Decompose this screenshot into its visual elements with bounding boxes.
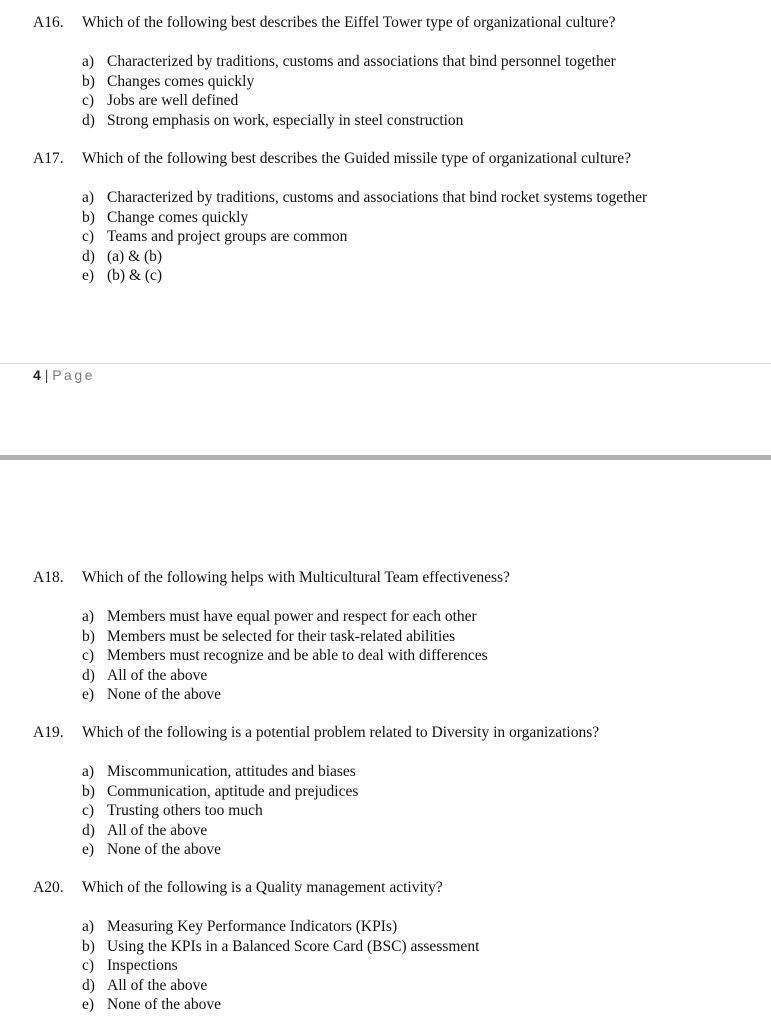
option-b: b) Change comes quickly [82, 208, 249, 226]
option-e: e) None of the above [82, 996, 222, 1013]
option-d: d) All of the above [82, 976, 208, 994]
option-c: c) Teams and project groups are common [82, 228, 348, 245]
option-a: a) Miscommunication, attitudes and biases [82, 763, 356, 780]
options-list [82, 52, 616, 130]
options-list [82, 762, 358, 860]
option-b: b) Communication, aptitude and prejudices [82, 782, 359, 800]
question-text: Which of the following helps with Multicultural Team effectiveness? [82, 569, 510, 586]
option-a: a) Measuring Key Performance Indicators (KPIs) [82, 918, 398, 935]
option-a: a) Characterized by traditions, customs and associations that bind personnel together [82, 53, 616, 70]
page-break-divider [0, 455, 771, 460]
option-b: b) Changes comes quickly [82, 72, 255, 90]
option-c: c) Jobs are well defined [82, 92, 239, 109]
page-label: Page [52, 367, 95, 383]
page-number: 4 [33, 367, 41, 383]
question-text: Which of the following is a potential problem related to Diversity in organizations? [82, 724, 600, 741]
footer-divider [0, 363, 771, 364]
option-e: e) (b) & (c) [82, 267, 163, 284]
option-b: b) Members must be selected for their task-related abilities [82, 627, 456, 645]
option-c: c) Members must recognize and be able to deal with differences [82, 647, 488, 664]
options-list [82, 607, 488, 705]
options-list [82, 917, 479, 1015]
footer-separator: | [44, 367, 49, 383]
option-c: c) Inspections [82, 957, 178, 974]
option-e: e) None of the above [82, 841, 222, 858]
question-number: A18. [33, 569, 64, 586]
page-footer [33, 367, 95, 383]
option-d: d) All of the above [82, 666, 208, 684]
option-d: d) Strong emphasis on work, especially in steel construction [82, 111, 464, 129]
option-c: c) Trusting others too much [82, 802, 263, 819]
question-text: Which of the following best describes the Eiffel Tower type of organizational culture? [82, 14, 616, 31]
question-number: A17. [33, 150, 64, 167]
option-a: a) Characterized by traditions, customs and associations that bind rocket systems together [82, 189, 648, 206]
question-text: Which of the following best describes the Guided missile type of organizational culture? [82, 150, 631, 167]
question-number: A19. [33, 724, 64, 741]
option-a: a) Members must have equal power and respect for each other [82, 608, 477, 625]
options-list [82, 188, 647, 286]
question-number: A20. [33, 879, 64, 896]
option-e: e) None of the above [82, 686, 222, 703]
option-d: d) All of the above [82, 821, 208, 839]
option-d: d) (a) & (b) [82, 247, 163, 265]
question-number: A16. [33, 14, 64, 31]
option-b: b) Using the KPIs in a Balanced Score Card (BSC) assessment [82, 937, 480, 955]
question-text: Which of the following is a Quality management activity? [82, 879, 443, 896]
